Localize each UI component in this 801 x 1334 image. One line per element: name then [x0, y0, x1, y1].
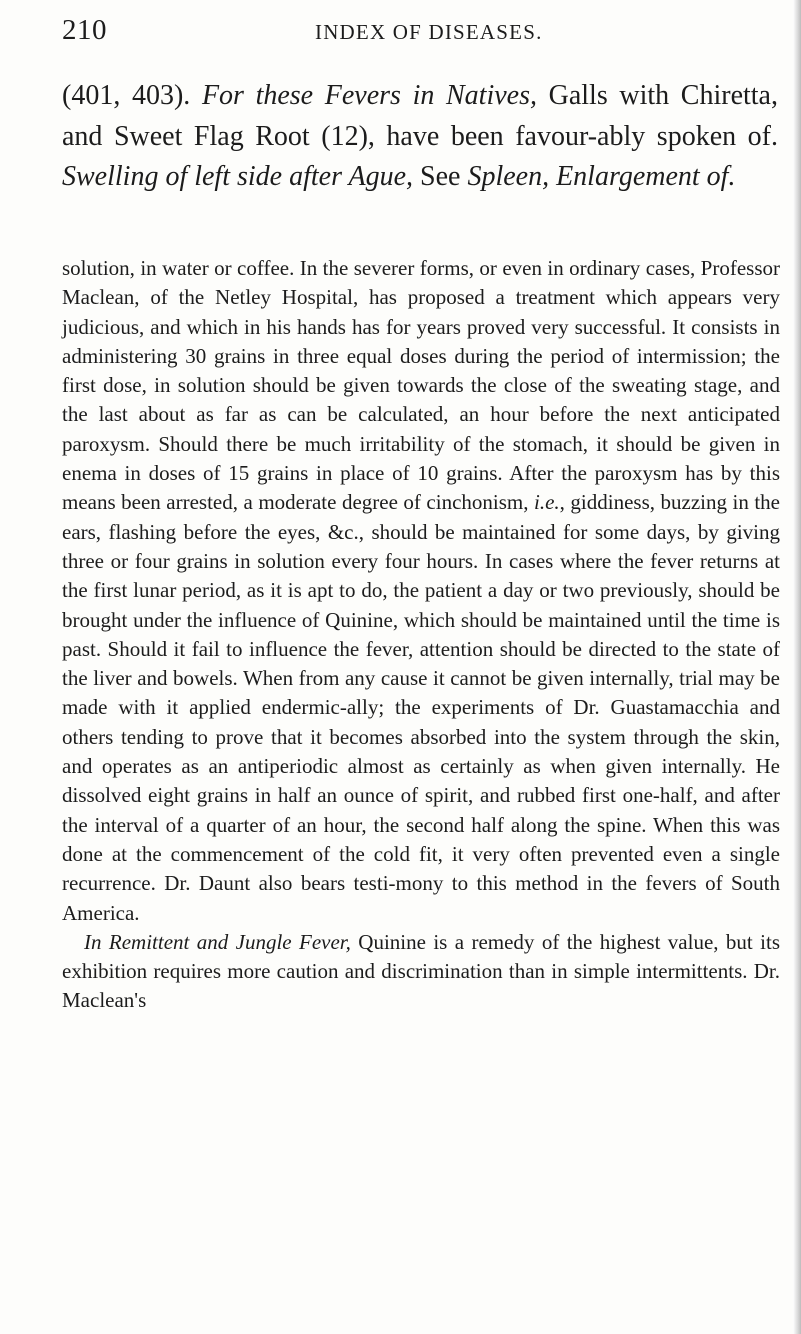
entry-text: (401, 403). [62, 80, 202, 111]
running-title: INDEX OF DISEASES. [315, 20, 543, 44]
body-text-block [62, 254, 780, 1016]
entry-italic-heading: For these Fevers in Natives, [201, 80, 537, 111]
body-paragraph [62, 254, 780, 928]
body-text: solution, in water or coffee. In the severer forms, or even in ordinary cases, Professor Maclean, of the Netley Hospital, has proposed a treatment which appears very judicious, and which in his hands has for years proved very successful. It consists in administering 30 grains in three equal doses during the period of intermission; the first dose, in solution should be given towards the close of the sweating stage, and the last about as far as can be calculated, an hour before the next anticipated paroxysm. Should there be much irritability of the stomach, it should be given in enema in doses of 15 grains in place of 10 grains. After the paroxysm has by this means been arrested, a moderate degree of cinchonism, [62, 256, 780, 515]
entry-cross-reference: Spleen, Enlargement of. [467, 161, 736, 192]
index-entry-block [62, 76, 778, 198]
entry-text: Galls with Chiretta, and Sweet Flag Root (12), have been favour-ably spoken of. [62, 80, 778, 152]
body-italic: i.e. [534, 490, 560, 515]
entry-text: See [413, 161, 468, 192]
page-header [62, 14, 762, 54]
body-italic-heading: In Remittent and Jungle Fever, [84, 929, 351, 954]
body-paragraph [62, 928, 780, 1016]
body-text: , giddiness, buzzing in the ears, flashing before the eyes, &c., should be maintained for some days, by giving three or four grains in solution every four hours. In cases where the fever returns at the first lunar period, as it is apt to do, the patient a day or two previously, should be brought under the influence of Quinine, which should be maintained until the time is past. Should it fail to influence the fever, attention should be directed to the state of the liver and bowels. When from any cause it cannot be given internally, trial may be made with it applied endermic-ally; the experiments of Dr. Guastamacchia and others tending to prove that it becomes absorbed into the system through the skin, and operates as an antiperiodic almost as certainly as when given internally. He dissolved eight grains in half an ounce of spirit, and rubbed first one-half, and after the interval of a quarter of an hour, the second half along the spine. When this was done at the commencement of the cold fit, it very often prevented even a single recurrence. Dr. Daunt also bears testi-mony to this method in the fevers of South America. [62, 490, 780, 925]
body-text: Quinine is a remedy of the highest value, but its exhibition requires more caution and discrimination than in simple intermittents. Dr. Maclean's [62, 929, 780, 1013]
entry-italic-heading: Swelling of left side after Ague, [62, 161, 413, 192]
page-edge-shadow [793, 0, 801, 1334]
index-entry-paragraph [62, 76, 778, 198]
page-number: 210 [62, 14, 107, 46]
